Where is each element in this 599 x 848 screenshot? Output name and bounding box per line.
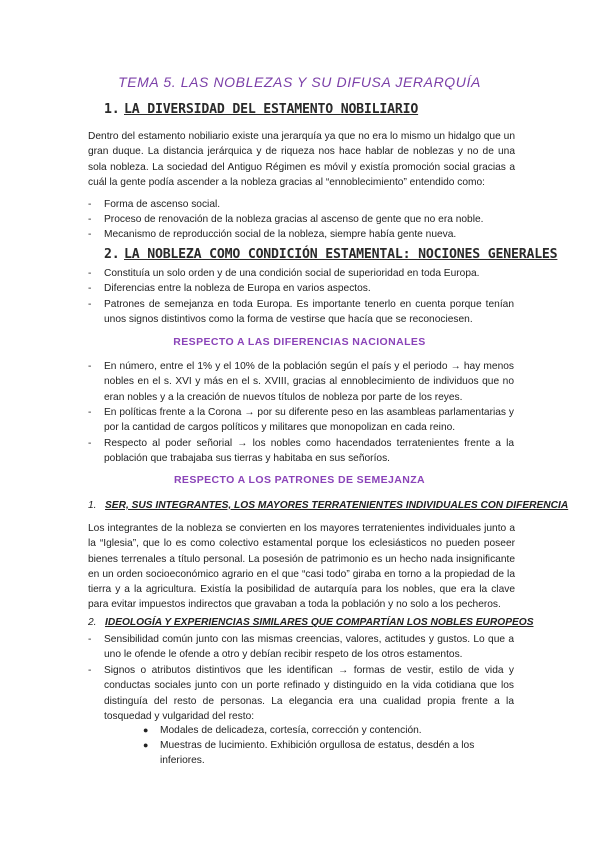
section-2-number: 2. [104, 247, 120, 262]
dash-bullet-icon: - [88, 214, 92, 225]
section-1-bullet: - Mecanismo de reproducción social de la nobleza, siempre había gente nueva. [104, 227, 514, 242]
point-2-number: 2. [88, 617, 97, 628]
document-title: TEMA 5. LAS NOBLEZAS Y SU DIFUSA JERARQUÍA [118, 74, 481, 90]
dash-bullet-icon: - [88, 407, 92, 418]
dash-bullet-icon: - [88, 438, 92, 449]
subsection-heading-semejanza: RESPECTO A LOS PATRONES DE SEMEJANZA [173, 474, 426, 486]
section-1-number: 1. [104, 102, 120, 117]
nacionales-bullet: - Respecto al poder señorial → los nobles como hacendados terratenientes frente a la población que trabajaba sus tierras y habitaba en sus señoríos. [88, 438, 514, 465]
dash-bullet-icon: - [88, 283, 92, 294]
point-1-number: 1. [88, 500, 97, 511]
point-2-subbullet: ● Modales de delicadeza, cortesía, corrección y contención. [160, 723, 516, 738]
point-2-heading [88, 617, 534, 628]
dash-bullet-icon: - [88, 665, 92, 676]
section-2-heading-text: LA NOBLEZA COMO CONDICIÓN ESTAMENTAL: NOCIONES GENERALES [124, 247, 558, 262]
dash-bullet-icon: - [88, 361, 92, 372]
point-1-heading [88, 500, 568, 511]
point-1-heading-text: SER, SUS INTEGRANTES, LOS MAYORES TERRATENIENTES INDIVIDUALES CON DIFERENCIA [105, 500, 569, 511]
section-2-bullet: - Diferencias entre la nobleza de Europa en varios aspectos. [104, 281, 514, 296]
section-1-heading [104, 102, 418, 117]
section-1-paragraph: Dentro del estamento nobiliario existe una jerarquía ya que no era lo mismo un hidalgo que un gran duque. La distancia jerárquica y de riqueza nos hace hablar de noblezas y no de una sola nobleza. La sociedad del Antiguo Régimen es móvil y existía promoción social gracias a cuál la gente podía ascender a la nobleza gracias al “ennoblecimiento” entendido como: [88, 131, 515, 188]
point-2-subbullet: ● Muestras de lucimiento. Exhibición orgullosa de estatus, desdén a los inferiores. [143, 740, 475, 767]
point-2-bullet: - Signos o atributos distintivos que les identifican → formas de vestir, estilo de vida y conductas sociales junto con un porte refinado y distinguido en la vida cotidiana que los distinguía del resto de personas. La elegancia era una cualidad propia frente a la tosquedad y vulgaridad del resto: [88, 665, 514, 722]
dash-bullet-icon: - [88, 299, 92, 310]
section-1-heading-text: LA DIVERSIDAD DEL ESTAMENTO NOBILIARIO [124, 102, 419, 117]
nacionales-bullet: - En número, entre el 1% y el 10% de la población según el país y el periodo → hay menos nobles en el s. XVI y más en el s. XVIII, gracias al ennoblecimiento de individuos que no eran nobles y a la creación de nuevos títulos de nobleza por parte de los reyes. [88, 361, 514, 403]
bullet-dot-icon: ● [143, 725, 149, 735]
section-2-heading [104, 247, 557, 262]
section-2-bullet: - Constituía un solo orden y de una condición social de superioridad en toda Europa. [104, 266, 514, 281]
dash-bullet-icon: - [88, 634, 92, 645]
point-1-paragraph: Los integrantes de la nobleza se convierten en los mayores terratenientes individuales junto a la “Iglesia”, que lo es como colectivo estamental porque los eclesiásticos no pueden poseer bienes terrenales a título personal. La posesión de patrimonio es un hecho nada insignificante en un orden socioeconómico agrario en el que “casi todo” giraba en torno a la propiedad de la tierra y a la agricultura. Existía la posibilidad de autarquía para los nobles, que era la clave para evitar impuestos indirectos que gravaban a toda la población y no solo a los pecheros. [88, 523, 515, 611]
point-2-bullet: - Sensibilidad común junto con las mismas creencias, valores, actitudes y gustos. Lo que a uno le ofende le ofende a otro y debían recibir respeto de los otros estamentos. [88, 634, 514, 661]
dash-bullet-icon: - [88, 229, 92, 240]
section-2-bullet: - Patrones de semejanza en toda Europa. Es importante tenerlo en cuenta porque tenían unos signos distintivos como la forma de vestirse que hacía que se reconociesen. [88, 299, 514, 326]
nacionales-bullet: - En políticas frente a la Corona → por su diferente peso en las asambleas parlamentarias y por la cantidad de cargos políticos y militares que monopolizan en cada reino. [88, 407, 514, 434]
dash-bullet-icon: - [88, 199, 92, 210]
point-2-heading-text: IDEOLOGÍA Y EXPERIENCIAS SIMILARES QUE COMPARTÍAN LOS NOBLES EUROPEOS [105, 617, 534, 628]
subsection-heading-nacionales: RESPECTO A LAS DIFERENCIAS NACIONALES [173, 336, 426, 348]
bullet-dot-icon: ● [143, 740, 149, 750]
dash-bullet-icon: - [88, 268, 92, 279]
section-1-bullet: - Proceso de renovación de la nobleza gracias al ascenso de gente que no era noble. [104, 212, 514, 227]
section-1-bullet: - Forma de ascenso social. [104, 197, 514, 212]
